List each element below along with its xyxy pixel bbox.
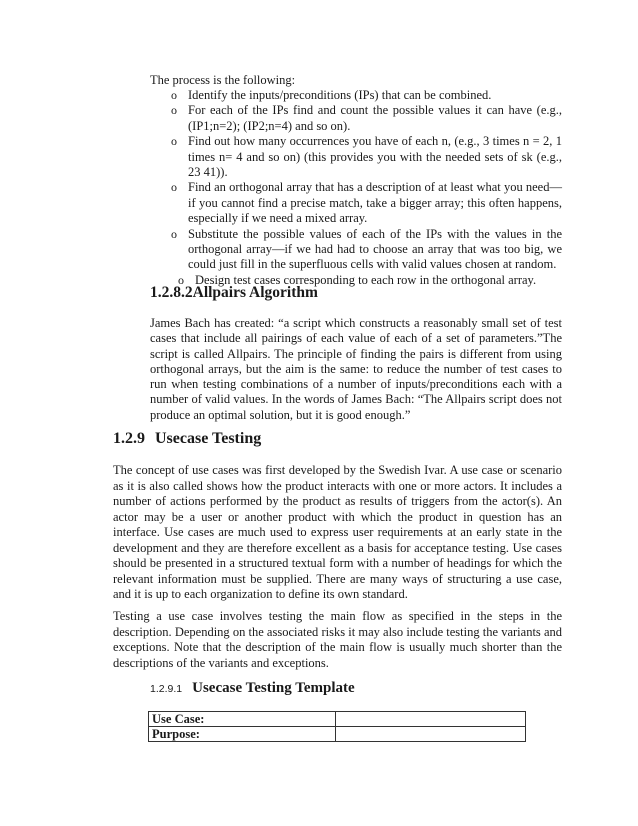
template-heading bbox=[150, 680, 355, 697]
table-cell-value bbox=[336, 712, 526, 727]
usecase-paragraph-1: The concept of use cases was first developed by the Swedish Ivar. A use case or scenario as it is also called shows how the product interacts with one or more actors. It includes a number of actions performed by the product as results of triggers from the actor(s). An actor may be a user or another product with which the product in question has an interface. Use cases are much used to express user requirements at an early state in the development and they are therefore excellent as a basis for acceptance testing. Use cases should be presented in a structured textual form with a number of headings for which the relevant information must be supplied. There are many ways of structuring a use case, and it is up to each organization to define its own standard. bbox=[113, 463, 562, 601]
allpairs-heading: 1.2.8.2Allpairs Algorithm bbox=[150, 284, 318, 301]
process-steps-list bbox=[150, 88, 562, 288]
list-item: o Identify the inputs/preconditions (IPs) that can be combined. bbox=[171, 88, 492, 102]
subsection-title: Usecase Testing Template bbox=[192, 680, 355, 696]
usecase-paragraph-2: Testing a use case involves testing the main flow as specified in the steps in the description. Depending on the associated risks it may also include testing the variants and exceptions. Note that the description of the main flow is usually much shorter than the descriptions of the variants and exceptions. bbox=[113, 609, 562, 670]
usecase-template-table bbox=[148, 711, 526, 742]
list-item: o Design test cases corresponding to each row in the orthogonal array. bbox=[178, 272, 537, 287]
bullet-marker: o bbox=[178, 272, 184, 287]
bullet-marker: o bbox=[171, 103, 177, 118]
list-item: o Find out how many occurrences you have of each n, (e.g., 3 times n = 2, 1 times n= 4 and so on) (this provides you with the needed sets of sk (e.g., 23 41)). bbox=[171, 134, 562, 180]
bullet-marker: o bbox=[171, 88, 177, 102]
bullet-marker: o bbox=[171, 180, 177, 195]
section-number: 1.2.9 bbox=[113, 430, 145, 447]
allpairs-paragraph: James Bach has created: “a script which constructs a reasonably small set of test cases that include all pairings of each value of each of a set of parameters.”The script is called Allpairs. The principle of finding the pairs is different from using orthogonal arrays, but the aim is the same: to reduce the number of test cases to run when testing combinations of a number of inputs/preconditions each with a number of valid values. In the words of James Bach: “The Allpairs script does not produce an optimal solution, but it is good enough.” bbox=[150, 316, 562, 422]
bullet-marker: o bbox=[171, 134, 177, 149]
table-cell-value bbox=[336, 727, 526, 742]
section-title: Usecase Testing bbox=[155, 430, 262, 447]
bullet-marker: o bbox=[171, 226, 177, 241]
subsection-number: 1.2.9.1 bbox=[150, 683, 183, 695]
list-item: o Substitute the possible values of each of the IPs with the values in the orthogonal array—if we had had to choose an array that was too big, we could just fill in the superfluous cells with valid values chosen at random. bbox=[171, 226, 562, 272]
table-row bbox=[149, 712, 526, 727]
table-row bbox=[149, 727, 526, 742]
intro-text: The process is the following: bbox=[150, 73, 296, 87]
table-cell-label: Purpose: bbox=[149, 727, 336, 742]
usecase-section-heading bbox=[113, 430, 261, 448]
list-item: o Find an orthogonal array that has a description of at least what you need—if you cannot find a precise match, take a bigger array; this often happens, especially if we need a mixed array. bbox=[171, 180, 562, 226]
list-item: o For each of the IPs find and count the possible values it can have (e.g., (IP1;n=2); (IP2;n=4) and so on). bbox=[171, 103, 562, 133]
table-cell-label: Use Case: bbox=[149, 712, 336, 727]
